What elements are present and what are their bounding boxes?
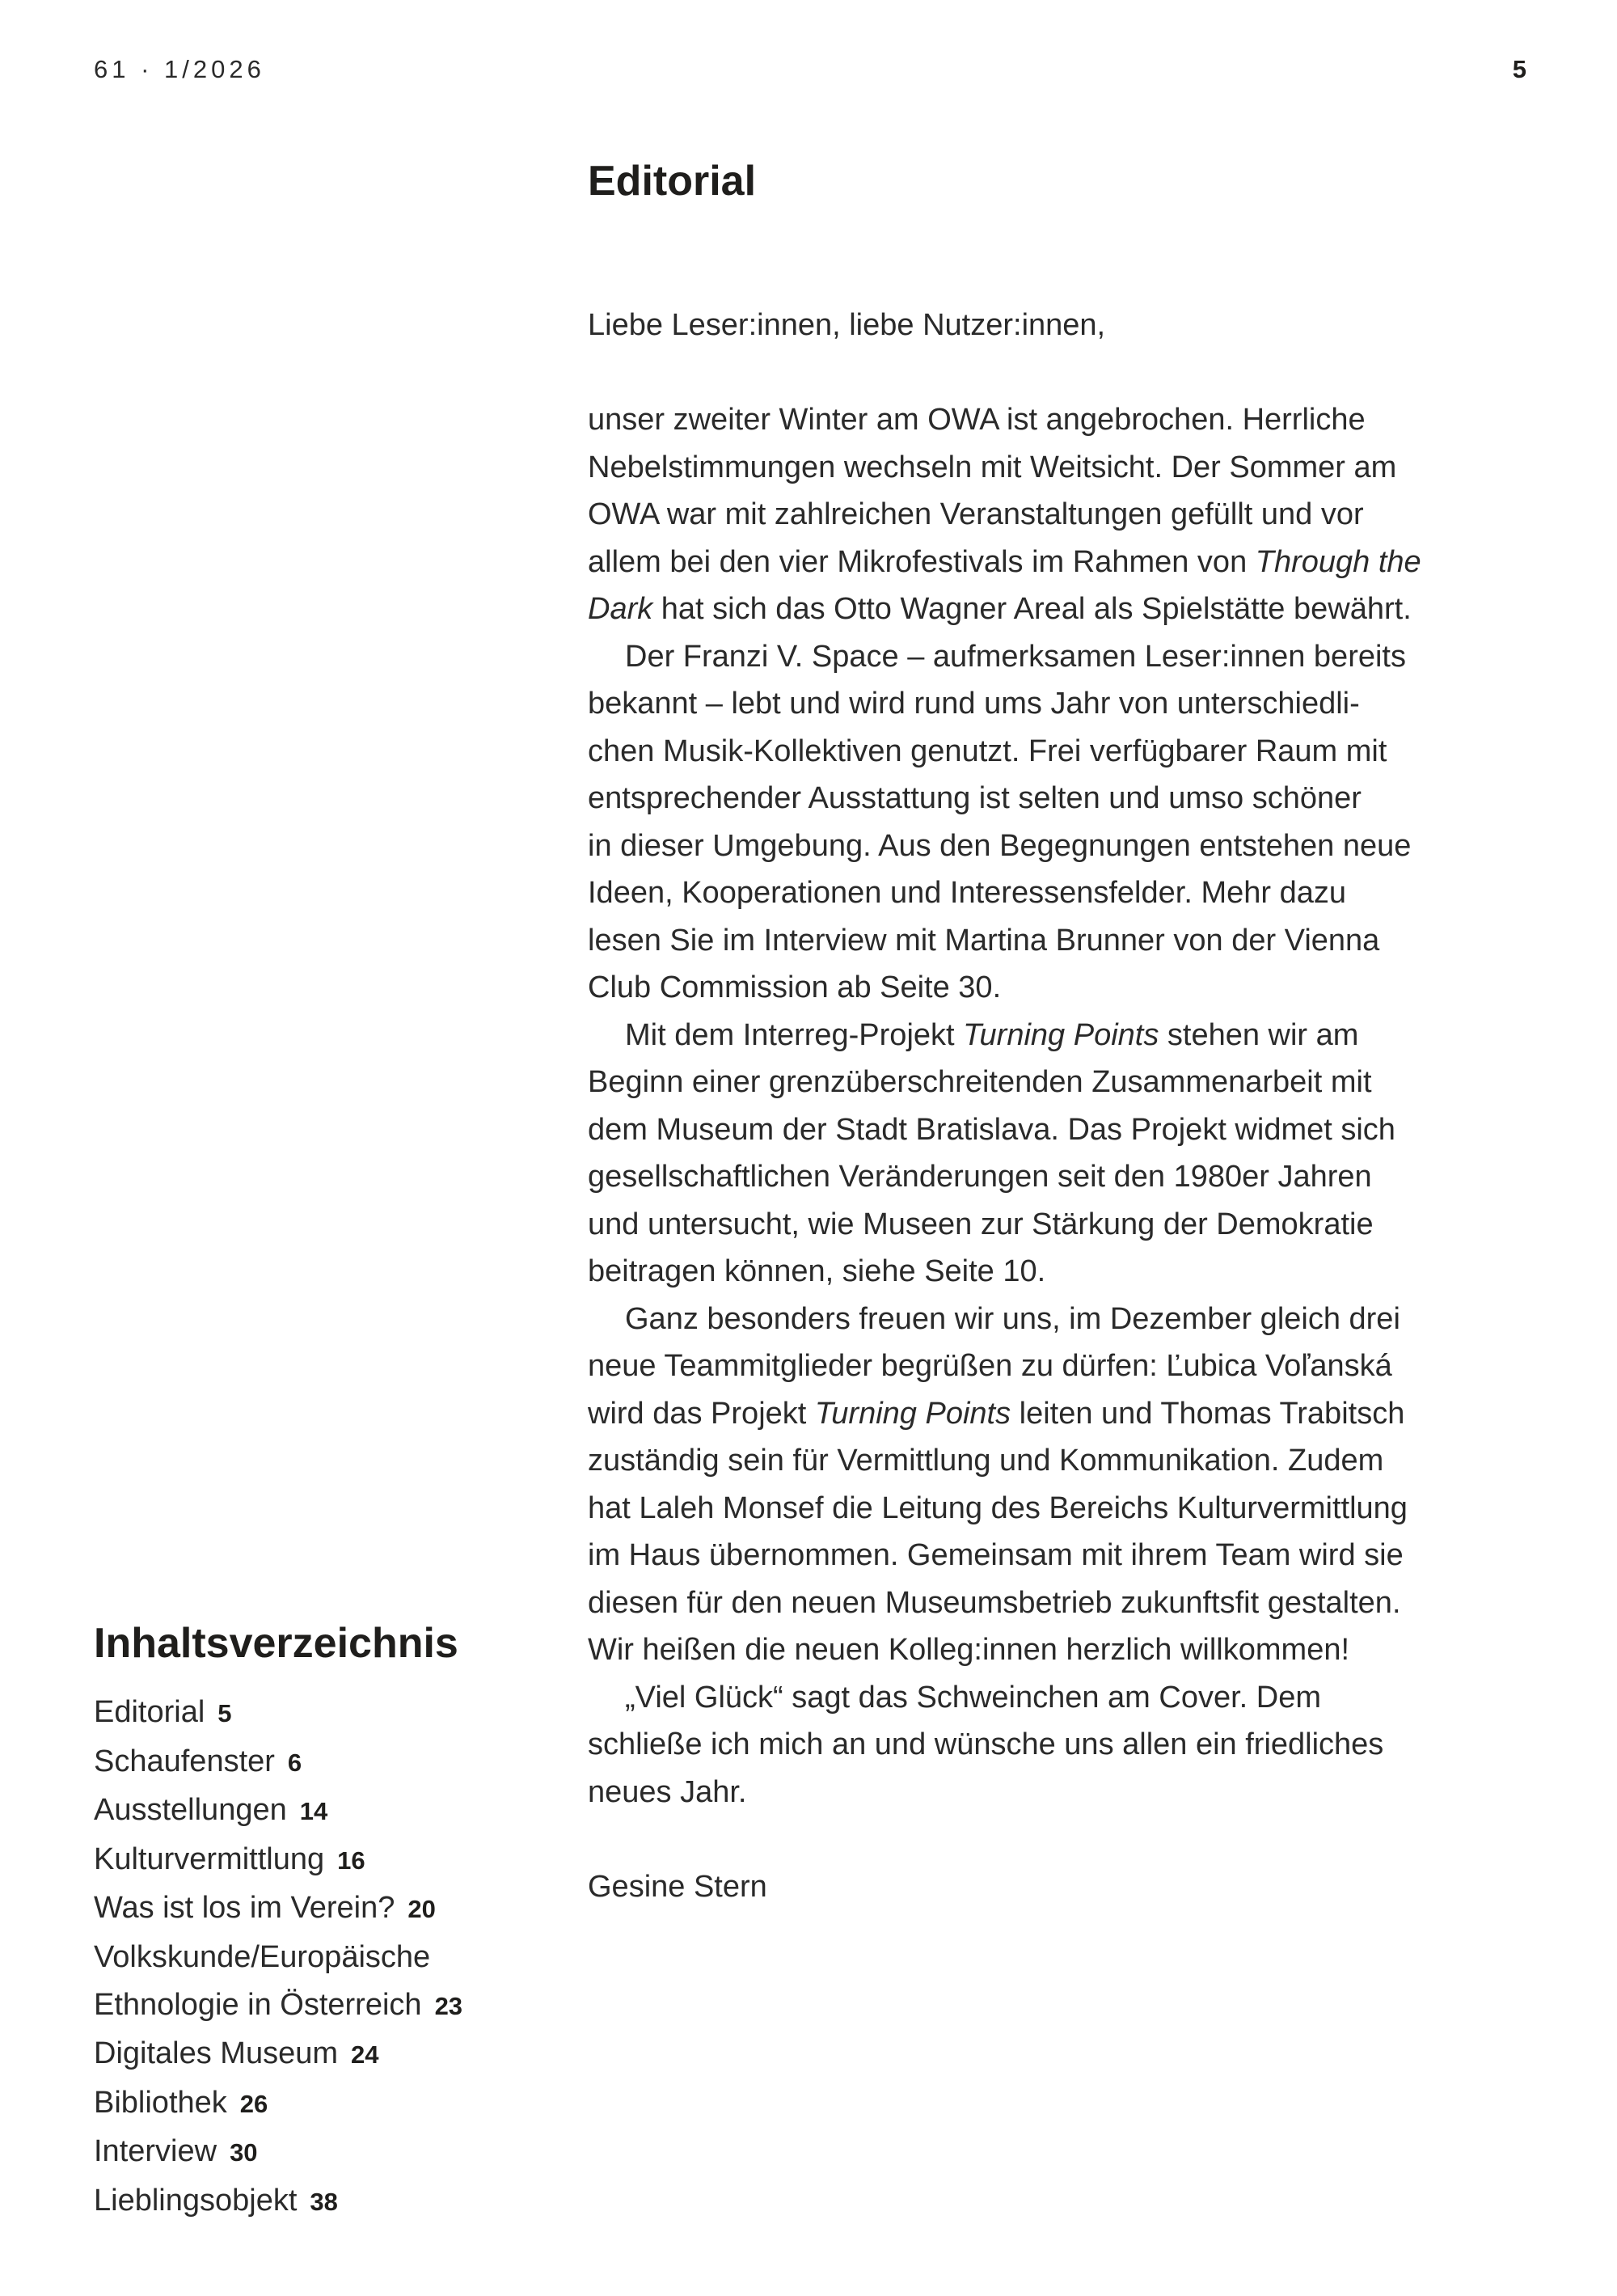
toc-item-page: 26 xyxy=(239,2089,268,2118)
editorial-text-line xyxy=(588,1579,1542,1627)
editorial-blank-line xyxy=(588,1816,1542,1863)
editorial-text-segment: stehen wir am xyxy=(1159,1017,1359,1052)
editorial-text-line xyxy=(588,1012,1542,1059)
editorial-text-line xyxy=(588,1248,1542,1296)
editorial-text-line xyxy=(588,1626,1542,1674)
toc-item xyxy=(94,1689,579,1738)
editorial-text-segment: schließe ich mich an und wünsche uns allen ein friedliches xyxy=(588,1727,1384,1761)
editorial-text-line xyxy=(588,1059,1542,1106)
editorial-text-line xyxy=(588,964,1542,1012)
editorial-text-line xyxy=(588,444,1542,492)
editorial-text-segment: bekannt – lebt und wird rund ums Jahr von unterschiedli- xyxy=(588,687,1360,721)
editorial-text-segment: neues Jahr. xyxy=(588,1774,747,1809)
editorial-text-line xyxy=(588,396,1542,444)
toc-item xyxy=(94,2177,579,2226)
toc-item xyxy=(94,1786,579,1836)
editorial-text-segment: OWA war mit zahlreichen Veranstaltungen gefüllt und vor xyxy=(588,497,1364,531)
editorial-text-line xyxy=(588,1201,1542,1249)
editorial-text-line xyxy=(588,1863,1542,1911)
editorial-text-segment: entsprechender Ausstattung ist selten und umso schöner xyxy=(588,781,1362,815)
toc-item-page: 20 xyxy=(407,1895,436,1924)
editorial-text-line xyxy=(588,775,1542,822)
editorial-text-line xyxy=(588,728,1542,776)
editorial-text-line xyxy=(588,822,1542,870)
editorial-text-line xyxy=(588,586,1542,633)
editorial-text-line xyxy=(588,1485,1542,1533)
editorial-text-line xyxy=(588,1674,1542,1722)
editorial-text-segment: „Viel Glück“ sagt das Schweinchen am Cover. Dem xyxy=(625,1680,1321,1715)
editorial-text-line xyxy=(588,1532,1542,1579)
editorial-italic-segment: Turning Points xyxy=(963,1017,1159,1052)
toc-item-page: 24 xyxy=(351,2040,379,2070)
toc-list xyxy=(94,1689,579,2226)
toc-item xyxy=(94,1738,579,1787)
editorial-text-segment: neue Teammitglieder begrüßen zu dürfen: Ľubica Voľanská xyxy=(588,1349,1392,1383)
editorial-text-line xyxy=(588,491,1542,539)
editorial-text-segment: gesellschaftlichen Veränderungen seit den 1980er Jahren xyxy=(588,1160,1372,1194)
editorial-text-segment: Beginn einer grenzüberschreitenden Zusammenarbeit mit xyxy=(588,1065,1372,1099)
editorial-text-segment: und untersucht, wie Museen zur Stärkung der Demokratie xyxy=(588,1207,1374,1241)
editorial-text-segment: beitragen können, siehe Seite 10. xyxy=(588,1254,1046,1288)
editorial-italic-segment: Turning Points xyxy=(814,1396,1011,1431)
page-number: 5 xyxy=(1512,55,1526,83)
editorial-heading: Editorial xyxy=(588,158,757,205)
editorial-blank-line xyxy=(588,349,1542,397)
editorial-text-line xyxy=(588,1296,1542,1343)
editorial-text-segment: diesen für den neuen Museumsbetrieb zukunftsfit gestalten. xyxy=(588,1585,1401,1620)
editorial-text-line xyxy=(588,869,1542,917)
toc-item-page: 23 xyxy=(434,1991,463,2020)
editorial-text-segment: chen Musik-Kollektiven genutzt. Frei verfügbarer Raum mit xyxy=(588,734,1387,768)
toc-item-label: Bibliothek xyxy=(94,2085,227,2120)
editorial-text-line xyxy=(588,1721,1542,1769)
editorial-text-segment: Ideen, Kooperationen und Interessensfelder. Mehr dazu xyxy=(588,876,1346,910)
editorial-text-segment: hat sich das Otto Wagner Areal als Spielstätte bewährt. xyxy=(652,592,1412,626)
toc-item xyxy=(94,1981,579,2031)
editorial-text-segment: im Haus übernommen. Gemeinsam mit ihrem Team wird sie xyxy=(588,1538,1404,1572)
toc-item-page: 16 xyxy=(337,1846,365,1875)
toc-item-page: 6 xyxy=(287,1748,302,1777)
toc-item-page: 38 xyxy=(310,2187,338,2216)
editorial-body xyxy=(588,302,1542,1910)
toc-item-label: Ethnologie in Österreich xyxy=(94,1987,422,2022)
editorial-italic-segment: Through the xyxy=(1255,544,1421,579)
editorial-text-line xyxy=(588,1769,1542,1816)
editorial-text-segment: Club Commission ab Seite 30. xyxy=(588,970,1002,1004)
toc-item-page: 5 xyxy=(217,1699,232,1727)
toc-item-label: Kulturvermittlung xyxy=(94,1841,325,1876)
toc-item xyxy=(94,2079,579,2129)
editorial-text-segment: in dieser Umgebung. Aus den Begegnungen entstehen neue xyxy=(588,828,1412,863)
toc-item-page: 30 xyxy=(230,2138,258,2167)
toc-item xyxy=(94,2030,579,2079)
editorial-text-line xyxy=(588,1106,1542,1154)
editorial-text-segment: leiten und Thomas Trabitsch xyxy=(1011,1396,1405,1431)
toc-item-label: Schaufenster xyxy=(94,1744,275,1778)
editorial-text-line xyxy=(588,302,1542,349)
table-of-contents xyxy=(94,1622,579,2226)
toc-item-page: 14 xyxy=(299,1797,328,1826)
toc-item-label: Lieblingsobjekt xyxy=(94,2183,298,2218)
toc-item-label: Was ist los im Verein? xyxy=(94,1891,395,1926)
editorial-text-line xyxy=(588,680,1542,728)
editorial-text-segment: lesen Sie im Interview mit Martina Brunner von der Vienna xyxy=(588,923,1380,958)
editorial-text-segment: Der Franzi V. Space – aufmerksamen Leser:innen bereits xyxy=(625,639,1406,674)
toc-item-label: Digitales Museum xyxy=(94,2036,338,2071)
editorial-text-segment: zuständig sein für Vermittlung und Kommunikation. Zudem xyxy=(588,1444,1384,1478)
editorial-text-line xyxy=(588,1153,1542,1201)
toc-item-label: Volkskunde/Europäische xyxy=(94,1939,431,1974)
toc-item-label: Ausstellungen xyxy=(94,1793,287,1828)
toc-item-label: Editorial xyxy=(94,1695,205,1729)
editorial-text-segment: hat Laleh Monsef die Leitung des Bereichs Kulturvermittlung xyxy=(588,1490,1408,1525)
editorial-text-segment: wird das Projekt xyxy=(588,1396,815,1431)
toc-item-label: Interview xyxy=(94,2134,217,2169)
editorial-text-line xyxy=(588,633,1542,681)
editorial-text-segment: allem bei den vier Mikrofestivals im Rahmen von xyxy=(588,544,1256,579)
toc-heading: Inhaltsverzeichnis xyxy=(94,1620,458,1667)
toc-item xyxy=(94,1934,579,1981)
editorial-text-segment: Ganz besonders freuen wir uns, im Dezember gleich drei xyxy=(625,1301,1400,1336)
editorial-text-segment: Liebe Leser:innen, liebe Nutzer:innen, xyxy=(588,308,1106,342)
editorial-italic-segment: Dark xyxy=(588,592,653,626)
toc-item xyxy=(94,1884,579,1934)
issue-label: 61 · 1/2026 xyxy=(94,55,265,83)
editorial-text-segment: Wir heißen die neuen Kolleg:innen herzlich willkommen! xyxy=(588,1633,1350,1667)
editorial-text-segment: unser zweiter Winter am OWA ist angebrochen. Herrliche xyxy=(588,403,1366,437)
editorial-text-line xyxy=(588,917,1542,965)
editorial-text-line xyxy=(588,1343,1542,1390)
toc-item xyxy=(94,1836,579,1885)
toc-item xyxy=(94,2128,579,2177)
editorial-text-line xyxy=(588,539,1542,586)
editorial-text-line xyxy=(588,1390,1542,1438)
editorial-text-segment: Nebelstimmungen wechseln mit Weitsicht. Der Sommer am xyxy=(588,450,1397,484)
editorial-text-segment: Gesine Stern xyxy=(588,1869,767,1904)
editorial-text-line xyxy=(588,1437,1542,1485)
editorial-text-segment: Mit dem Interreg-Projekt xyxy=(625,1017,964,1052)
editorial-text-segment: dem Museum der Stadt Bratislava. Das Projekt widmet sich xyxy=(588,1112,1395,1147)
